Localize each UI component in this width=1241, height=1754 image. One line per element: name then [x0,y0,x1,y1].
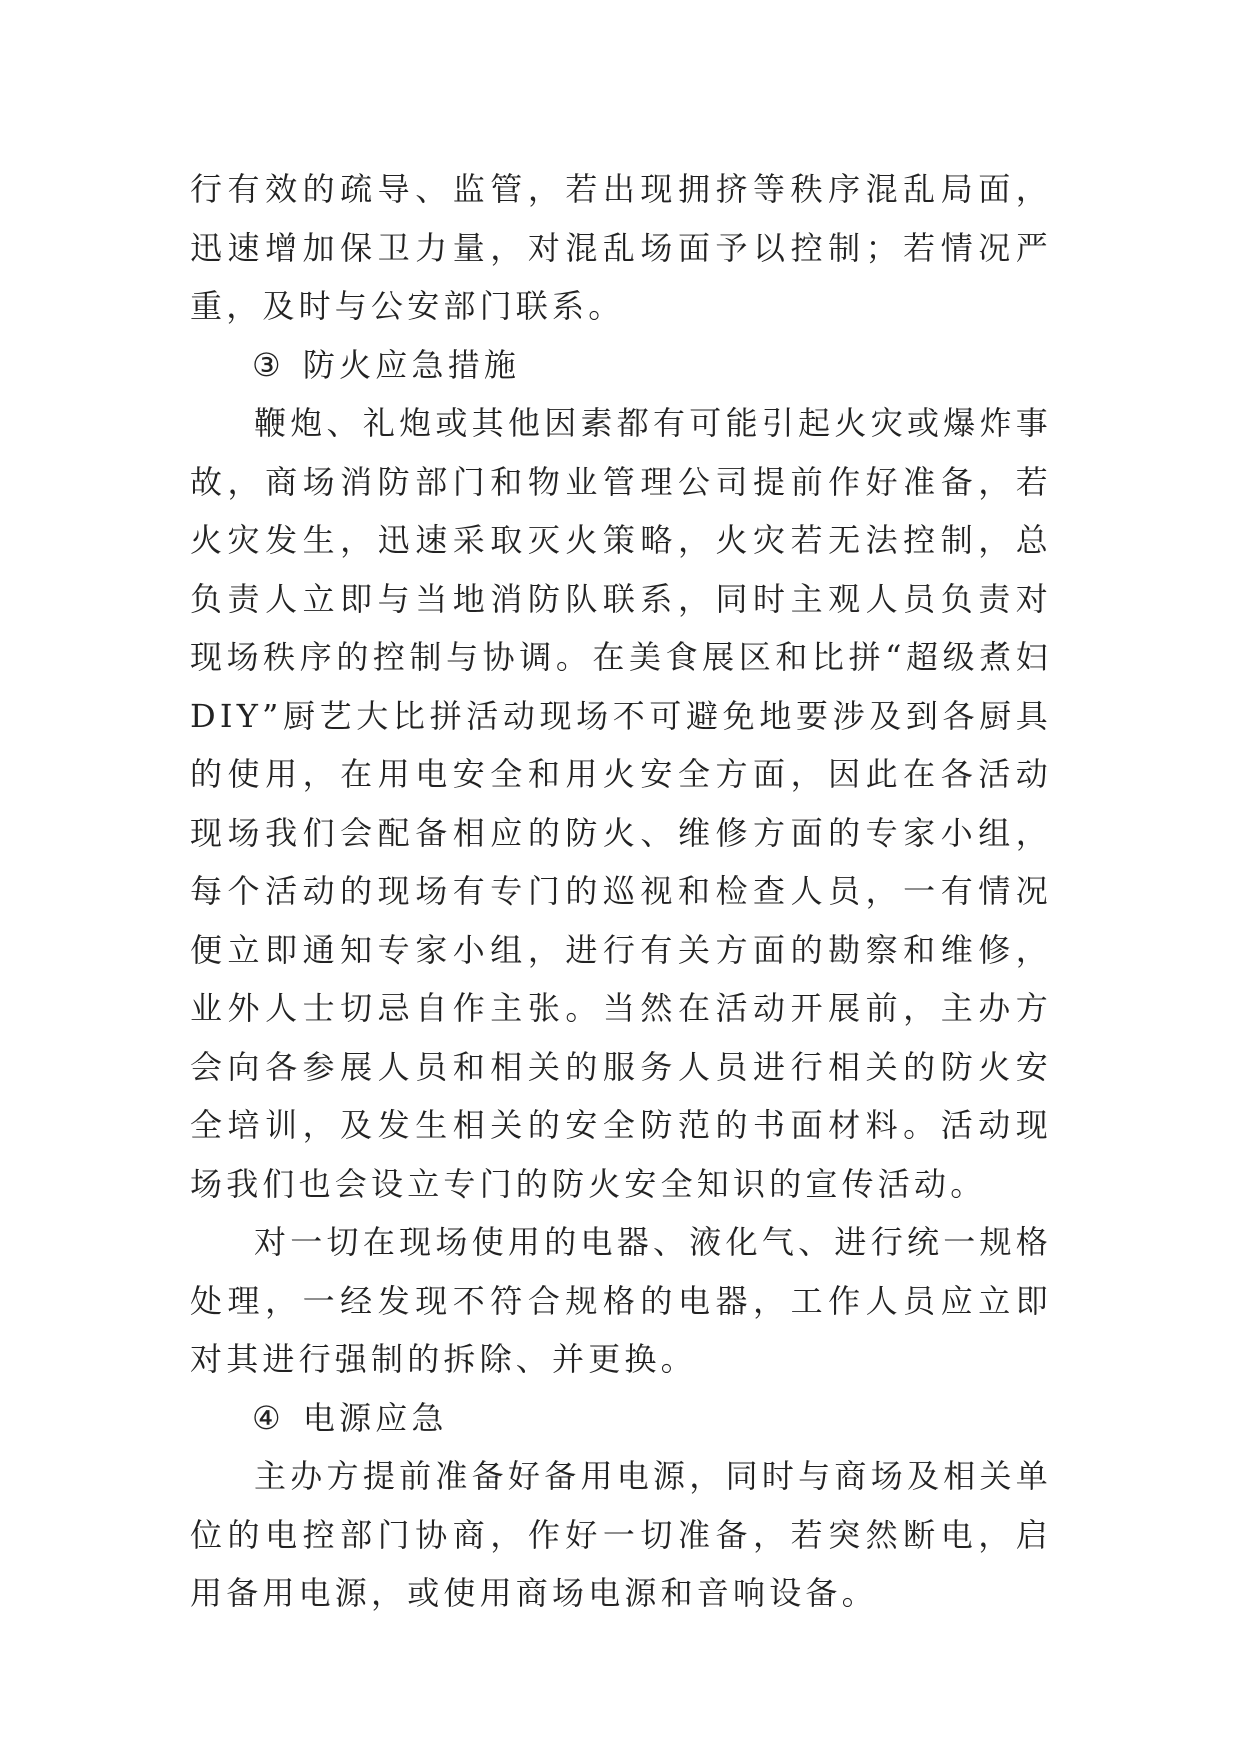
section-heading-power-emergency [190,1389,1052,1448]
section-title: 防火应急措施 [302,345,521,384]
section-heading-fire-emergency [190,336,1052,395]
section-title: 电源应急 [302,1398,448,1437]
paragraph-appliance-inspection: 对一切在现场使用的电器、液化气、进行统一规格处理，一经发现不符合规格的电器，工作人员应立即对其进行强制的拆除、并更换。 [190,1223,1052,1378]
document-body [190,160,1052,1623]
section-number: ③ [252,345,285,384]
paragraph-backup-power: 主办方提前准备好备用电源，同时与商场及相关单位的电控部门协商，作好一切准备，若突然断电，启用备用电源，或使用商场电源和音响设备。 [190,1457,1052,1612]
paragraph-crowd-control-continuation: 行有效的疏导、监管，若出现拥挤等秩序混乱局面，迅速增加保卫力量，对混乱场面予以控制；若情况严重，及时与公安部门联系。 [190,170,1052,325]
paragraph-fire-measures: 鞭炮、礼炮或其他因素都有可能引起火灾或爆炸事故，商场消防部门和物业管理公司提前作好准备，若火灾发生，迅速采取灭火策略，火灾若无法控制，总负责人立即与当地消防队联系，同时主观人员负责对现场秩序的控制与协调。在美食展区和比拼“超级煮妇DIY”厨艺大比拼活动现场不可避免地要涉及到各厨具的使用，在用电安全和用火安全方面，因此在各活动现场我们会配备相应的防火、维修方面的专家小组，每个活动的现场有专门的巡视和检查人员，一有情况便立即通知专家小组，进行有关方面的勘察和维修，业外人士切忌自作主张。当然在活动开展前，主办方会向各参展人员和相关的服务人员进行相关的防火安全培训，及发生相关的安全防范的书面材料。活动现场我们也会设立专门的防火安全知识的宣传活动。 [190,404,1052,1203]
section-number: ④ [252,1398,285,1437]
